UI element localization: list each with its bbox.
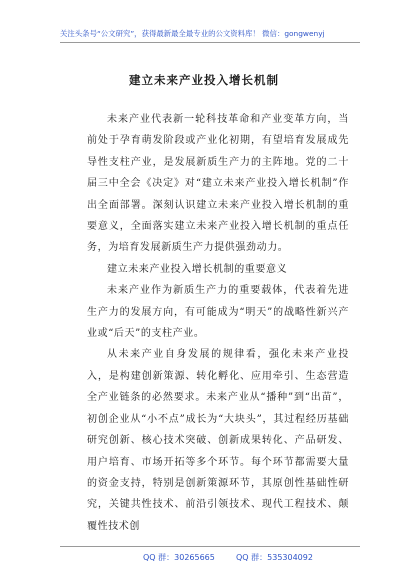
footer-qq-group-2: QQ 群：535304092 <box>236 553 313 562</box>
document-body <box>87 109 349 537</box>
paragraph-development-law: 从未来产业自身发展的规律看，强化未来产业投入，是构建创新策源、转化孵化、应用牵引、生态营造全产业链条的必然要求。未来产业从“播种”到“出苗”，初创企业从“小不点”成长为“大块头”，其过程经历基础研究创新、核心技术突破、创新成果转化、产品研发、用户培育、市场开拓等多个环节。每个环节都需要大量的资金支持，特别是创新策源环节，其原创性基础性研究，关键共性技术、前沿引领技术、现代工程技术、颠覆性技术创 <box>87 349 349 532</box>
paragraph-intro: 未来产业代表新一轮科技革命和产业变革方向，当前处于孕育萌发阶段或产业化初期，有望培育发展成先导性支柱产业，是发展新质生产力的主阵地。党的二十届三中全会《决定》对“建立未来产业投入增长机制”作出全面部署。深刻认识建立未来产业投入增长机制的重要意义，全面落实建立未来产业投入增长机制的重点任务，为培育发展新质生产力提供强劲动力。 <box>87 114 349 254</box>
document-title: 建立未来产业投入增长机制 <box>129 73 279 87</box>
footer-divider <box>60 546 360 547</box>
header-notice: 关注头条号“公文研究”，获得最新最全最专业的公文资料库！ 微信：gongwenyj <box>60 29 325 38</box>
header-divider <box>60 42 360 43</box>
footer-qq-group-1: QQ 群：30265665 <box>143 553 215 562</box>
paragraph-significance: 未来产业作为新质生产力的重要载体，代表着先进生产力的发展方向，有可能成为“明天”的战略性新兴产业或“后天”的支柱产业。 <box>87 285 349 340</box>
section-heading: 建立未来产业投入增长机制的重要意义 <box>107 263 288 275</box>
